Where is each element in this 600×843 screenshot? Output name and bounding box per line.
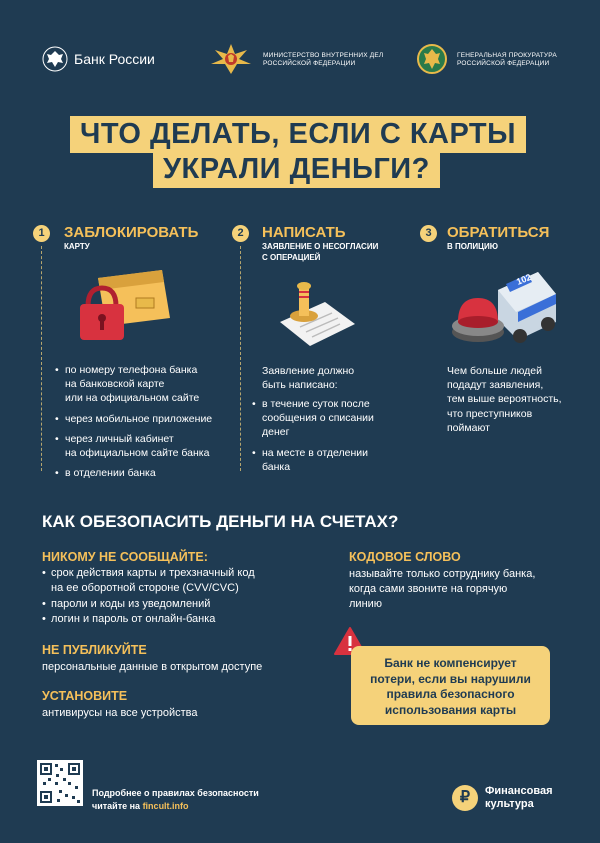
list-item-line: • в течение суток после — [262, 398, 370, 410]
list-item — [42, 566, 312, 597]
step-1-list — [55, 363, 235, 486]
step-2-subtitle-line: С ОПЕРАЦИЕЙ — [262, 252, 321, 262]
list-item-line: • по номеру телефона банка — [65, 364, 198, 376]
prosecutor-name-line2: РОССИЙСКОЙ ФЕДЕРАЦИИ — [457, 60, 550, 68]
list-item-line: • срок действия карты и трехзначный код — [51, 567, 255, 579]
list-item-line: • логин и пароль от онлайн-банка — [51, 613, 216, 626]
ruble-icon: ₽ — [452, 785, 478, 811]
step-3-subtitle: В ПОЛИЦИЮ — [447, 242, 498, 251]
step-2-subtitle-line: ЗАЯВЛЕНИЕ О НЕСОГЛАСИИ — [262, 242, 379, 251]
eagle-icon — [42, 46, 68, 72]
code-word-heading: КОДОВОЕ СЛОВО — [349, 550, 461, 564]
bank-logo — [42, 44, 182, 74]
list-item-line: банка — [262, 460, 291, 473]
fincult-brand — [452, 780, 562, 820]
fincult-link[interactable]: fincult.info — [142, 801, 189, 812]
list-item-line: на банковской карте — [65, 378, 165, 391]
list-item — [42, 612, 312, 627]
prosecutor-emblem-icon — [415, 41, 449, 77]
step-1-divider — [41, 246, 42, 471]
step-3-text-line: подадут заявления, — [447, 379, 544, 392]
step-3-text-line: что преступников — [447, 407, 533, 420]
code-word-line: когда сами звоните на горячую — [349, 582, 508, 595]
list-item — [55, 412, 235, 426]
brand-name-line: культура — [485, 798, 534, 811]
step-3-text-line: тем выше вероятность, — [447, 393, 562, 406]
install-heading: УСТАНОВИТЕ — [42, 689, 128, 703]
dont-publish-text: персональные данные в открытом доступе — [42, 661, 263, 673]
list-item-line: денег — [262, 426, 290, 439]
stamp-document-icon — [270, 272, 360, 352]
list-item-line: на официальном сайте банка — [65, 446, 210, 459]
qr-code — [37, 760, 83, 806]
step-1-subtitle: КАРТУ — [64, 242, 90, 251]
dont-publish-heading: НЕ ПУБЛИКУЙТЕ — [42, 643, 147, 657]
step-3-text-line: поймают — [447, 421, 490, 434]
step-2-list — [252, 397, 422, 480]
locked-card-icon — [70, 268, 180, 348]
warning-line: потери, если вы нарушили — [370, 671, 531, 686]
safety-title: КАК ОБЕЗОПАСИТЬ ДЕНЬГИ НА СЧЕТАХ? — [42, 512, 399, 531]
more-info-prefix: читайте на — [92, 801, 143, 812]
title-line2: УКРАЛИ ДЕНЬГИ? — [153, 151, 440, 188]
step-2-divider — [240, 246, 241, 471]
list-item — [55, 466, 235, 480]
step-2-title: НАПИСАТЬ — [262, 224, 346, 241]
install-text: антивирусы на все устройства — [42, 707, 198, 719]
list-item-line: сообщения о списании — [262, 412, 374, 425]
list-item — [252, 446, 422, 474]
prosecutor-name — [457, 52, 557, 68]
list-item-line: • на месте в отделении — [262, 446, 368, 459]
code-word-text — [349, 567, 535, 612]
step-2-intro-line: быть написано: — [262, 379, 338, 392]
list-item-line: на ее оборотной стороне (CVV/CVC) — [51, 582, 239, 595]
step-2-subtitle — [262, 242, 378, 264]
title-line1: ЧТО ДЕЛАТЬ, ЕСЛИ С КАРТЫ — [70, 116, 526, 153]
warning-line: Банк не компенсирует — [384, 656, 517, 670]
step-2-number: 2 — [232, 225, 249, 242]
step-2-intro — [262, 364, 354, 392]
police-car-icon — [448, 270, 558, 350]
code-word-line: называйте только сотруднику банка, — [349, 568, 536, 580]
list-item — [55, 432, 235, 460]
prosecutor-name-line1: ГЕНЕРАЛЬНАЯ ПРОКУРАТУРА — [457, 52, 557, 59]
list-item-line: или на официальном сайте — [65, 392, 200, 405]
more-info-line1: Подробнее о правилах безопасности — [92, 788, 259, 798]
list-item — [252, 397, 422, 440]
warning-box — [351, 646, 550, 725]
list-item — [55, 363, 235, 406]
bank-name: Банк России — [74, 51, 155, 67]
step-1-title: ЗАБЛОКИРОВАТЬ — [64, 224, 199, 241]
mvd-name-line2: РОССИЙСКОЙ ФЕДЕРАЦИИ — [263, 60, 356, 68]
code-word-line: линию — [349, 597, 383, 610]
mvd-emblem-icon — [207, 42, 255, 76]
mvd-logo — [207, 42, 397, 76]
list-item-line: • пароли и коды из уведомлений — [51, 597, 211, 610]
car-label: 102 — [515, 271, 533, 287]
brand-name — [485, 785, 553, 811]
mvd-name — [263, 52, 383, 68]
list-item-line: • через мобильное приложение — [65, 412, 213, 425]
step-1-number: 1 — [33, 225, 50, 242]
list-item-line: • через личный кабинет — [65, 432, 174, 445]
step-3-text-line: Чем больше людей — [447, 365, 542, 377]
never-tell-heading: НИКОМУ НЕ СООБЩАЙТЕ: — [42, 550, 208, 564]
list-item — [42, 597, 312, 612]
prosecutor-logo — [415, 41, 585, 77]
mvd-name-line1: МИНИСТЕРСТВО ВНУТРЕННИХ ДЕЛ — [263, 52, 384, 59]
step-3-number: 3 — [420, 225, 437, 242]
warning-line: правила безопасного — [386, 687, 515, 702]
list-item-line: • в отделении банка — [65, 467, 156, 480]
never-tell-list — [42, 566, 312, 628]
warning-line: использования карты — [384, 702, 517, 717]
more-info-text — [92, 787, 259, 813]
brand-name-line: Финансовая — [485, 785, 553, 797]
step-3-title: ОБРАТИТЬСЯ — [447, 224, 550, 241]
step-2-intro-line: Заявление должно — [262, 365, 355, 377]
step-3-text — [447, 364, 562, 435]
